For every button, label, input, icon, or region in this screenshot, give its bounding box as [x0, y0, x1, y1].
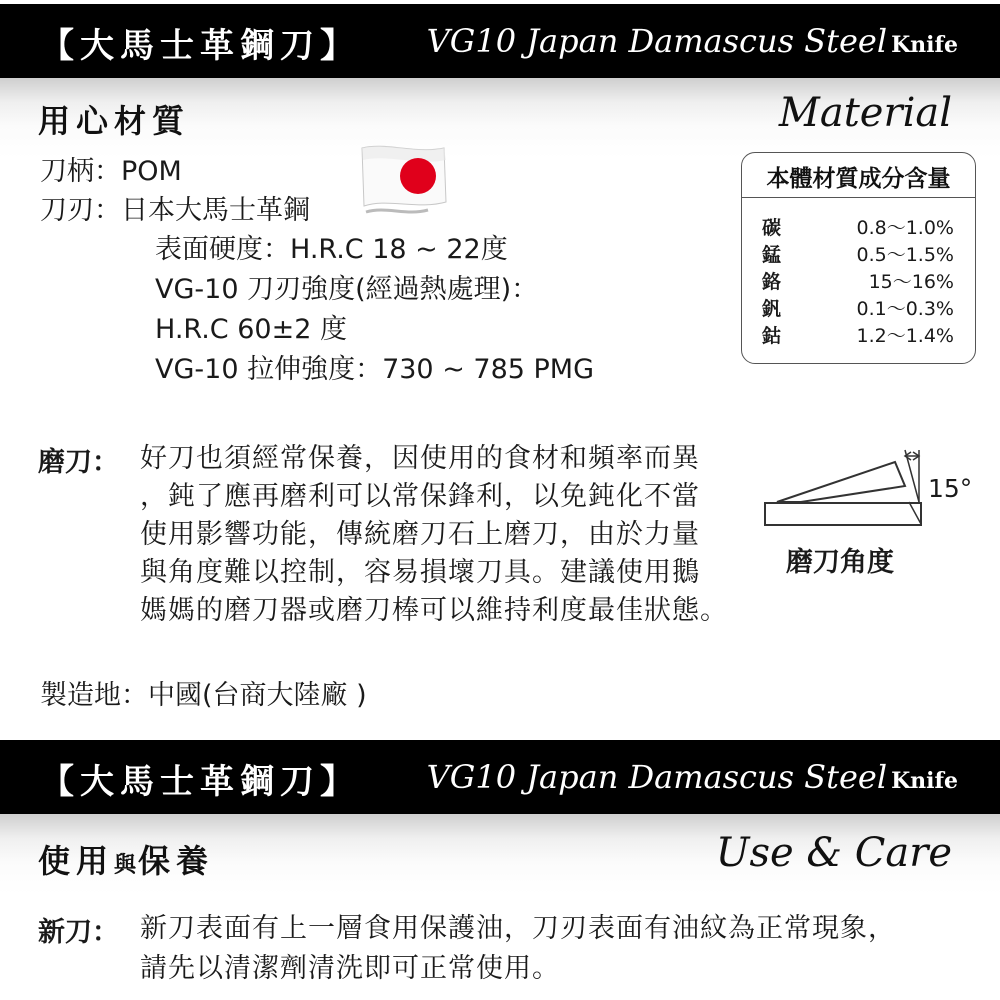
spec-blade: 刀刃：日本大馬士革鋼 [40, 195, 310, 226]
spec-tensile: VG-10 拉伸強度：730 ~ 785 PMG [155, 354, 595, 385]
new-knife-label: 新刀： [38, 917, 119, 948]
care-heading [38, 836, 214, 882]
sharpening-label: 磨刀： [38, 447, 119, 478]
banner-subtitle [427, 22, 958, 60]
composition-divider [742, 197, 975, 198]
sharpening-line: ，鈍了應再磨利可以常保鋒利，以免鈍化不當 [140, 481, 700, 512]
spec-hrc: H.R.C 60±2 度 [155, 314, 347, 345]
composition-row [762, 294, 962, 318]
sharpening-line: 好刀也須經常保養，因使用的食材和頻率而異 [140, 443, 700, 474]
composition-row [762, 321, 962, 345]
value-carbon: 0.8～1.0% [856, 217, 954, 239]
care-line: 請先以清潔劑清洗即可正常使用。 [140, 953, 560, 984]
care-heading-use: 使用 [38, 842, 115, 880]
spec-blade-strength: VG-10 刀刃強度(經過熱處理)： [155, 274, 539, 305]
sharpening-line: 與角度難以控制，容易損壞刀具。建議使用鵝 [140, 557, 700, 588]
banner-title: 【大馬士革鋼刀】 [40, 26, 360, 66]
composition-row [762, 240, 962, 264]
element-vanadium: 釩 [762, 298, 782, 320]
care-heading-en: Use & Care [715, 830, 952, 876]
care-line: 新刀表面有上一層食用保護油，刀刃表面有油紋為正常現象， [140, 913, 896, 944]
care-heading-care: 保養 [138, 842, 215, 880]
composition-box [741, 152, 976, 364]
banner-subtitle-script: VG10 Japan Damascus Steel [426, 758, 888, 796]
sharpening-line: 使用影響功能，傳統磨刀石上磨刀，由於力量 [140, 519, 700, 550]
composition-row [762, 213, 962, 237]
bottom-banner [0, 740, 1000, 814]
spec-handle: 刀柄：POM [40, 156, 182, 187]
japan-flag-icon [356, 140, 452, 220]
composition-row [762, 267, 962, 291]
origin-text: 製造地：中國(台商大陸廠 ) [40, 680, 367, 711]
banner-title: 【大馬士革鋼刀】 [40, 762, 360, 802]
element-carbon: 碳 [762, 217, 782, 239]
value-manganese: 0.5～1.5% [856, 244, 954, 266]
spec-surface-hardness: 表面硬度：H.R.C 18 ~ 22度 [155, 234, 508, 265]
flag-disc [400, 158, 436, 194]
sharpening-line: 媽媽的磨刀器或磨刀棒可以維持利度最佳狀態。 [140, 595, 728, 626]
diagram-caption: 磨刀角度 [786, 547, 894, 578]
angle-label: 15° [928, 474, 973, 503]
banner-subtitle-knife: Knife [891, 32, 958, 58]
element-chromium: 鉻 [762, 271, 782, 293]
banner-subtitle-script: VG10 Japan Damascus Steel [426, 22, 888, 60]
top-banner [0, 4, 1000, 78]
composition-title: 本體材質成分含量 [766, 166, 951, 192]
element-manganese: 錳 [762, 244, 782, 266]
value-chromium: 15～16% [868, 271, 954, 293]
element-cobalt: 鈷 [762, 325, 782, 347]
value-vanadium: 0.1～0.3% [856, 298, 954, 320]
banner-subtitle-knife: Knife [891, 768, 958, 794]
value-cobalt: 1.2～1.4% [856, 325, 954, 347]
material-heading: 用心材質 [38, 102, 191, 140]
care-heading-and: 與 [114, 853, 139, 878]
banner-subtitle [427, 758, 958, 796]
material-heading-en: Material [778, 90, 952, 136]
